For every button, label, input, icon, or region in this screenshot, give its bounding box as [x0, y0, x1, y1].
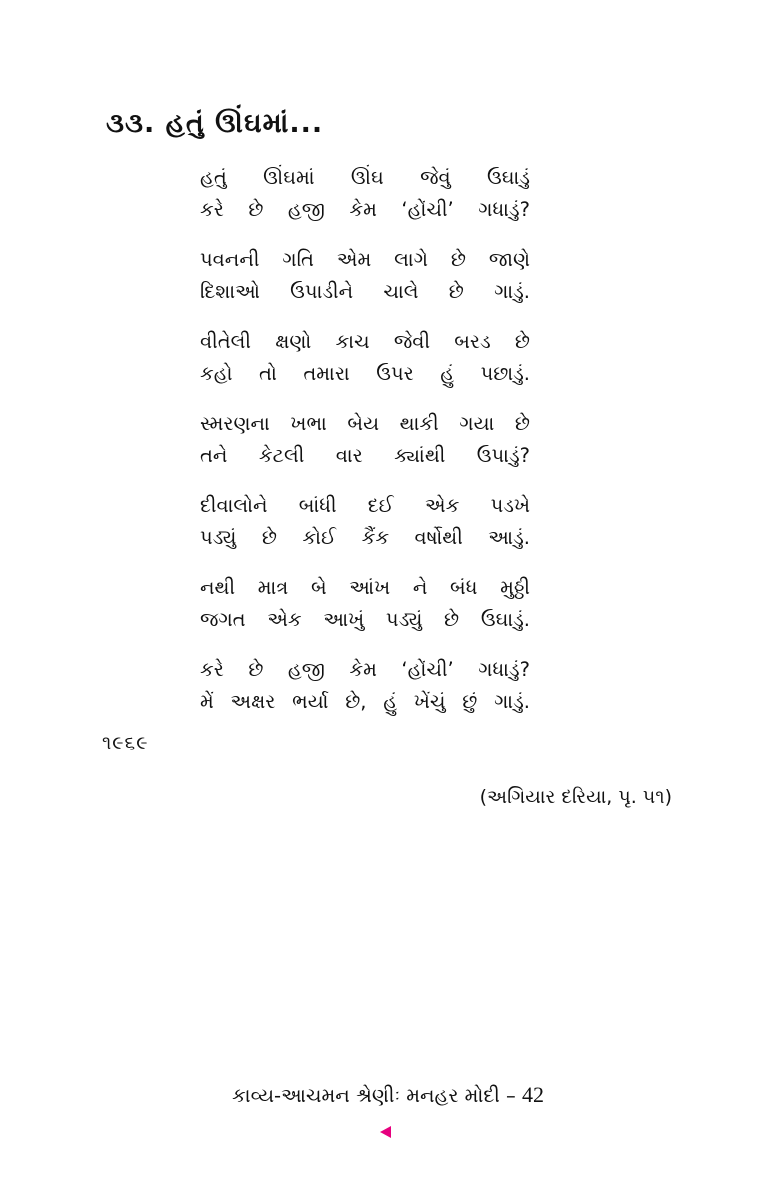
stanza-6 — [200, 572, 530, 636]
poem-line: દિશાઓ ઉપાડીને ચાલે છે ગાડું. — [200, 280, 530, 303]
poem-line: કહો તો તમારા ઉપર હું પછાડું. — [200, 362, 530, 385]
prev-page-arrow-icon[interactable] — [380, 1126, 391, 1138]
poem-year: ૧૯૬૯ — [102, 732, 149, 754]
poem-line: જગત એક આખું પડ્યું છે ઉઘાડું. — [200, 608, 530, 631]
poem-line: કરે છે હજી કેમ ‘હોંચી’ ગધાડું? — [200, 198, 530, 221]
stanza-4 — [200, 408, 530, 472]
poem-line: તને કેટલી વાર ક્યાંથી ઉપાડું? — [200, 444, 530, 467]
poem-line: મેં અક્ષર ભર્યા છે, હું ખેંચું છું ગાડું. — [200, 690, 530, 713]
page-footer — [0, 1082, 776, 1108]
poem-line: હતું ઊંઘમાં ઊંઘ જેવું ઉઘાડું — [200, 166, 530, 189]
poem-body — [200, 162, 530, 736]
stanza-7 — [200, 654, 530, 718]
poem-line: પડ્યું છે કોઈ કૈંક વર્ષોથી આડું. — [200, 526, 530, 549]
poem-line: નથી માત્ર બે આંખ ને બંધ મુઠ્ઠી — [200, 576, 530, 599]
stanza-1 — [200, 162, 530, 226]
poem-line: કરે છે હજી કેમ ‘હોંચી’ ગધાડું? — [200, 658, 530, 681]
stanza-5 — [200, 490, 530, 554]
poem-source: (અગિયાર દરિયા, પૃ. ૫૧) — [479, 786, 672, 808]
stanza-2 — [200, 244, 530, 308]
stanza-3 — [200, 326, 530, 390]
poem-line: વીતેલી ક્ષણો કાચ જેવી બરડ છે — [200, 330, 530, 353]
poem-line: દીવાલોને બાંધી દઈ એક પડખે — [200, 494, 530, 517]
series-label: કાવ્ય-આચમન શ્રેણીઃ મનહર મોદી – — [232, 1084, 516, 1107]
poem-line: સ્મરણના ખભા બેય થાકી ગયા છે — [200, 412, 530, 435]
page-number: 42 — [521, 1082, 544, 1107]
poem-title: ૩૩. હતું ઊંઘમાં... — [106, 108, 324, 139]
poem-line: પવનની ગતિ એમ લાગે છે જાણે — [200, 248, 530, 271]
